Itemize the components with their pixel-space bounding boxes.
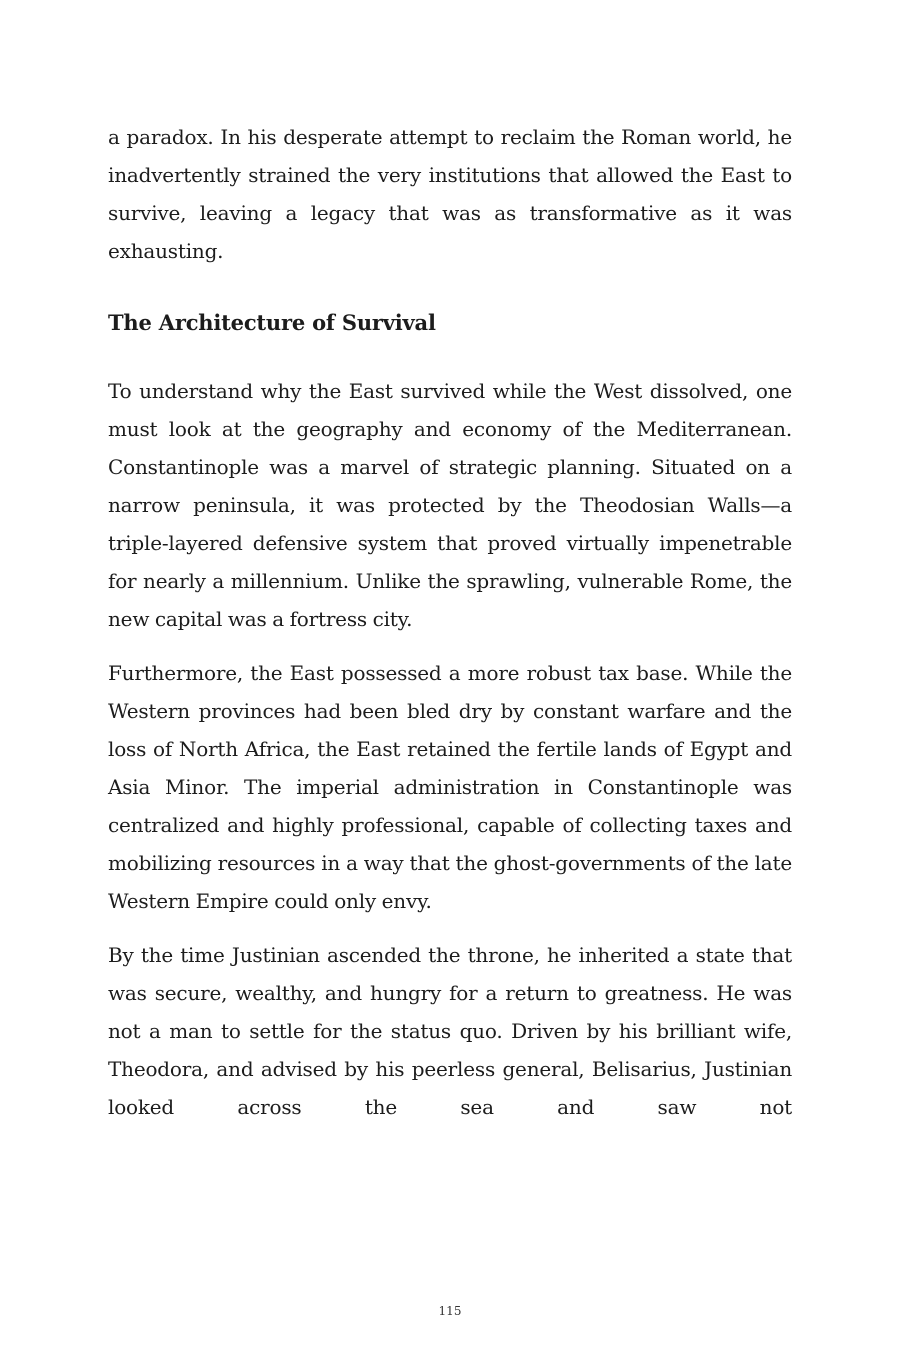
text-column	[108, 118, 792, 1142]
paragraph-continuation: a paradox. In his desperate attempt to reclaim the Roman world, he inadvertently strained the very institutions that allowed the East to survive, leaving a legacy that was as transformative as it was exhausting.	[108, 125, 792, 263]
paragraph-tax-base: Furthermore, the East possessed a more robust tax base. While the Western provinces had been bled dry by constant warfare and the loss of North Africa, the East retained the fertile lands of Egypt and Asia Minor. The imperial administration in Constantinople was centralized and highly professional, capable of collecting taxes and mobilizing resources in a way that the ghost-governments of the late Western Empire could only envy.	[108, 661, 792, 913]
paragraph-justinian: By the time Justinian ascended the throne, he inherited a state that was secure, wealthy, and hungry for a return to greatness. He was not a man to settle for the status quo. Driven by his brilliant wife, Theodora, and advised by his peerless general, Belisarius, Justinian looked across the sea and saw not	[108, 943, 792, 1119]
section-heading: The Architecture of Survival	[108, 310, 436, 335]
page-number: 115	[438, 1304, 462, 1318]
paragraph-geography: To understand why the East survived while the West dissolved, one must look at the geography and economy of the Mediterranean. Constantinople was a marvel of strategic planning. Situated on a narrow peninsula, it was protected by the Theodosian Walls—a triple-layered defensive system that proved virtually impenetrable for nearly a millennium. Unlike the sprawling, vulnerable Rome, the new capital was a fortress city.	[108, 379, 792, 631]
